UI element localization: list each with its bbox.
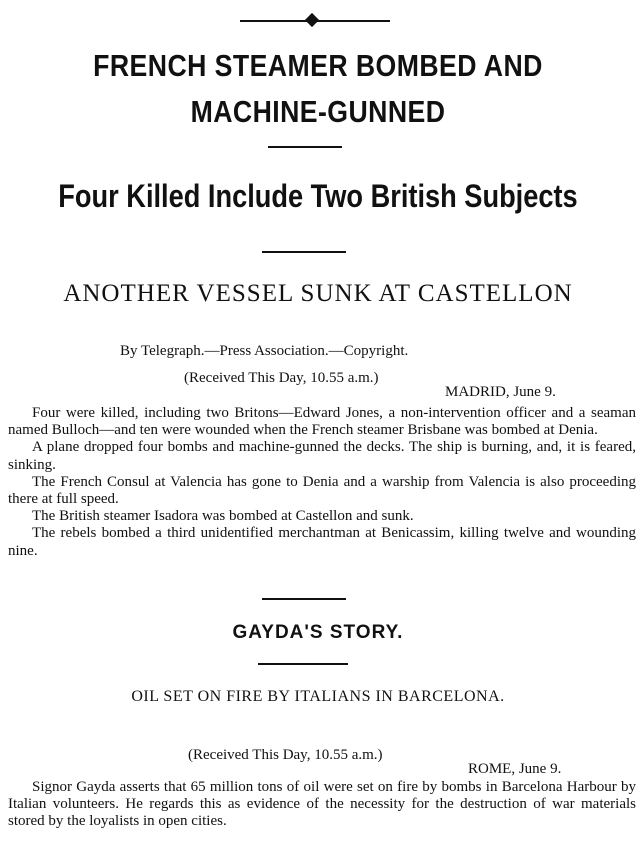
headline-line-2: MACHINE-GUNNED [190,94,446,129]
top-divider-ornament [305,13,319,27]
story-subheading: OIL SET ON FIRE BY ITALIANS IN BARCELONA. [131,688,505,705]
paragraph: The French Consul at Valencia has gone to Denia and a warship from Valencia is also proceeding there at full speed. [8,473,636,508]
story-body [8,779,636,831]
subheadline: Four Killed Include Two British Subjects [58,178,578,214]
paragraph: A plane dropped four bombs and machine-gunned the decks. The ship is burning, and, it is feared, sinking. [8,439,636,473]
divider-rule [262,251,346,253]
paragraph: Signor Gayda asserts that 65 million tons of oil were set on fire by bombs in Barcelona Harbour by Italian volunteers. He regards this as evidence of the necessity for the destruction of war materials stored by the loyalists in open cities. [8,779,636,830]
dateline: ROME, June 9. [468,761,562,777]
divider-rule [268,146,342,148]
section-heading: ANOTHER VESSEL SUNK AT CASTELLON [63,280,573,307]
wire-credit: By Telegraph.—Press Association.—Copyright. [120,343,409,359]
received-time: (Received This Day, 10.55 a.m.) [188,747,383,763]
divider-rule [262,598,346,600]
paragraph: Four were killed, including two Britons—Edward Jones, a non-intervention officer and a seaman named Bulloch—and ten were wounded when the French steamer Brisbane was bombed at Denia. [8,405,636,439]
received-time: (Received This Day, 10.55 a.m.) [184,370,379,386]
divider-rule [258,663,348,665]
paragraph: The British steamer Isadora was bombed at Castellon and sunk. [32,508,414,525]
dateline: MADRID, June 9. [445,384,556,400]
headline-line-1: FRENCH STEAMER BOMBED AND [93,48,543,83]
story-heading: GAYDA'S STORY. [232,622,404,643]
story-body [8,405,636,560]
paragraph: The rebels bombed a third unidentified merchantman at Benicassim, killing twelve and wounding nine. [8,525,636,559]
